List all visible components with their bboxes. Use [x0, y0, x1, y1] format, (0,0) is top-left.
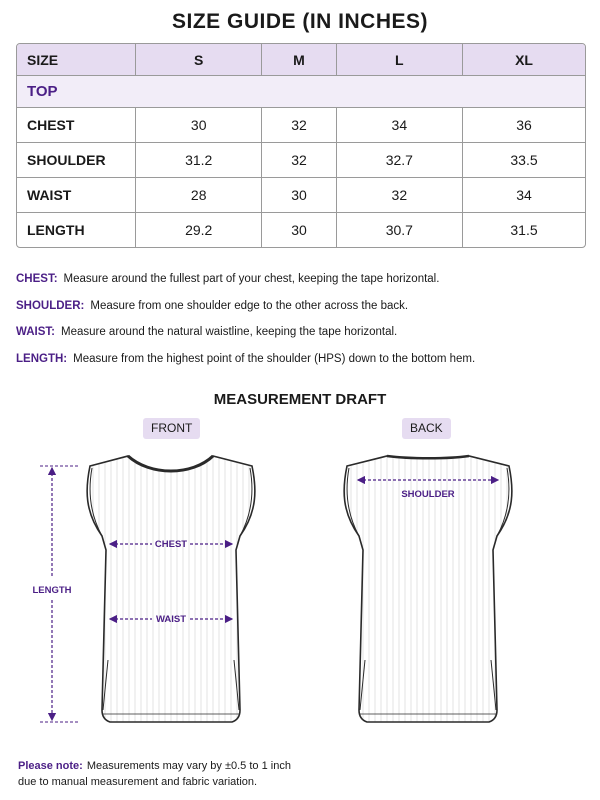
- column-header: SIZE: [17, 44, 136, 76]
- definition-term: SHOULDER:: [16, 299, 85, 312]
- definition-text: Measure around the natural waistline, keeping the tape horizontal.: [60, 326, 398, 338]
- table-row: [17, 213, 585, 247]
- table-cell: 33.5: [463, 143, 585, 178]
- table-cell: 30: [136, 108, 262, 143]
- column-header: M: [262, 44, 336, 76]
- note-text-continued: due to manual measurement and fabric variation.: [18, 776, 258, 788]
- definition-term: WAIST:: [16, 326, 55, 338]
- table-cell: 32.7: [337, 143, 463, 178]
- definition-chest: [16, 272, 591, 299]
- table-row: [17, 178, 585, 213]
- table-cell: 30: [262, 178, 336, 213]
- table-cell: 30: [262, 213, 336, 247]
- table-cell: 28: [136, 178, 262, 213]
- measurement-draft-illustration: [0, 440, 600, 740]
- shoulder-label: SHOULDER: [401, 489, 455, 500]
- table-cell: 30.7: [337, 213, 463, 247]
- back-view-label: BACK: [402, 418, 451, 439]
- definition-length: [16, 352, 591, 379]
- draft-title: MEASUREMENT DRAFT: [213, 391, 387, 408]
- column-header: S: [136, 44, 262, 76]
- definition-text: Measure from the highest point of the shoulder (HPS) down to the bottom hem.: [73, 352, 476, 365]
- column-header: XL: [463, 44, 585, 76]
- waist-label: WAIST: [155, 614, 187, 625]
- chest-label: CHEST: [154, 539, 188, 550]
- size-table: [16, 43, 586, 248]
- measurement-definitions: [16, 272, 591, 378]
- row-label: CHEST: [17, 108, 136, 143]
- table-cell: 29.2: [136, 213, 262, 247]
- section-label: TOP: [17, 76, 585, 108]
- table-cell: 31.5: [510, 222, 538, 238]
- table-row: [17, 143, 585, 178]
- measurement-note: [18, 758, 578, 790]
- definition-term: LENGTH:: [16, 352, 68, 365]
- page-title: SIZE GUIDE (IN INCHES): [171, 10, 429, 33]
- table-cell: 36: [463, 108, 585, 143]
- table-cell: 34: [463, 178, 585, 213]
- definition-text: Measure from one shoulder edge to the other across the back.: [90, 299, 409, 312]
- length-label: LENGTH: [32, 585, 72, 596]
- front-top-illustration: [87, 456, 255, 722]
- definition-term: CHEST:: [16, 273, 58, 285]
- note-label: Please note:: [18, 760, 83, 772]
- column-header: L: [337, 44, 463, 76]
- row-label: SHOULDER: [17, 143, 136, 178]
- note-text: Measurements may vary by ±0.5 to 1 inch: [86, 760, 291, 772]
- definition-text: Measure around the fullest part of your chest, keeping the tape horizontal.: [63, 273, 440, 285]
- table-cell: 32: [262, 143, 336, 178]
- row-label: LENGTH: [17, 213, 136, 247]
- section-row: [17, 76, 585, 108]
- table-cell: 32: [337, 178, 463, 213]
- front-view-label: FRONT: [143, 418, 200, 439]
- table-cell: 34: [337, 108, 463, 143]
- table-cell: 31.2: [136, 143, 262, 178]
- table-cell: 32: [262, 108, 336, 143]
- row-label: WAIST: [17, 178, 136, 213]
- definition-shoulder: [16, 299, 591, 326]
- table-header-row: [17, 44, 585, 76]
- table-row: [17, 108, 585, 143]
- definition-waist: [16, 325, 591, 352]
